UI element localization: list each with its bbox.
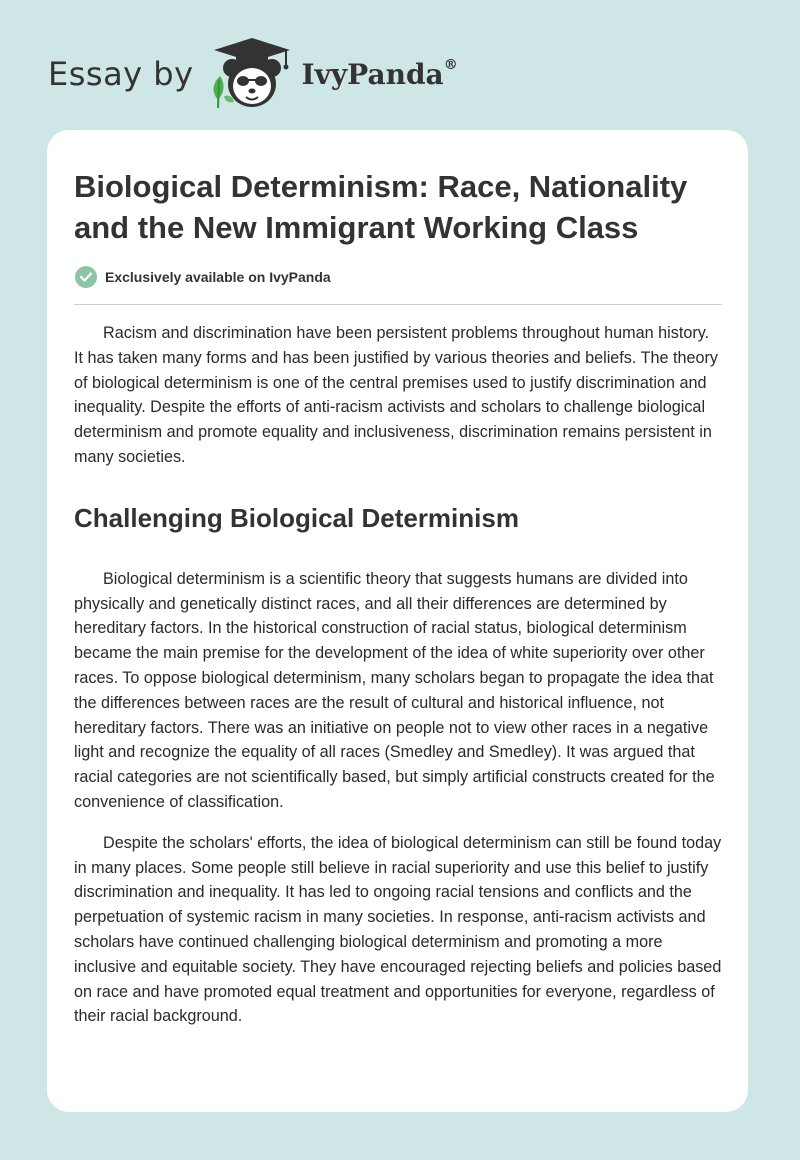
body-paragraph: Biological determinism is a scientific theory that suggests humans are divided into physically and genetically distinct races, and all their differences are determined by hereditary factors. In the historical construction of racial status, biological determinism became the main premise for the development of the idea of white superiority over other races. To oppose biological determinism, many scholars began to propagate the idea that the differences between races are the result of cultural and historical influence, not hereditary factors. There was an initiative on people not to view other races in a negative light and recognize the equality of all races (Smedley and Smedley). It was argued that racial categories are not scientifically based, but simply artificial constructs created for the convenience of classification. [74,569,715,811]
panda-logo-icon[interactable] [206,36,298,112]
exclusive-badge [74,266,722,288]
intro-paragraph: Racism and discrimination have been persistent problems throughout human history. It has taken many forms and has been justified by various theories and beliefs. The theory of biological determinism is one of the central premises used to justify discrimination and inequality. Despite the efforts of anti-racism activists and scholars to challenge biological determinism and promote equality and inclusiveness, discrimination remains persistent in many societies. [74,324,718,466]
essay-by-label: Essay by [48,55,194,93]
registered-mark: ® [443,57,458,74]
check-icon [75,266,97,288]
badge-text: Exclusively available on IvyPanda [105,269,331,285]
brand-name[interactable]: IvyPanda® [301,57,458,91]
page-title: Biological Determinism: Race, Nationality and the New Immigrant Working Class [74,169,688,245]
site-header [48,36,458,112]
title-divider [74,304,722,305]
essay-card [47,130,748,1112]
body-paragraph: Despite the scholars' efforts, the idea of biological determinism can still be found today in many places. Some people still believe in racial superiority and use this belief to justify discrimination and inequality. It has led to ongoing racial tensions and conflicts and the perpetuation of systemic racism in many societies. In response, anti-racism activists and scholars have continued challenging biological determinism and promoting a more inclusive and equitable society. They have encouraged rejecting beliefs and policies based on race and have promoted equal treatment and opportunities for everyone, regardless of their racial background. [74,833,722,1026]
section-heading: Challenging Biological Determinism [74,502,519,533]
